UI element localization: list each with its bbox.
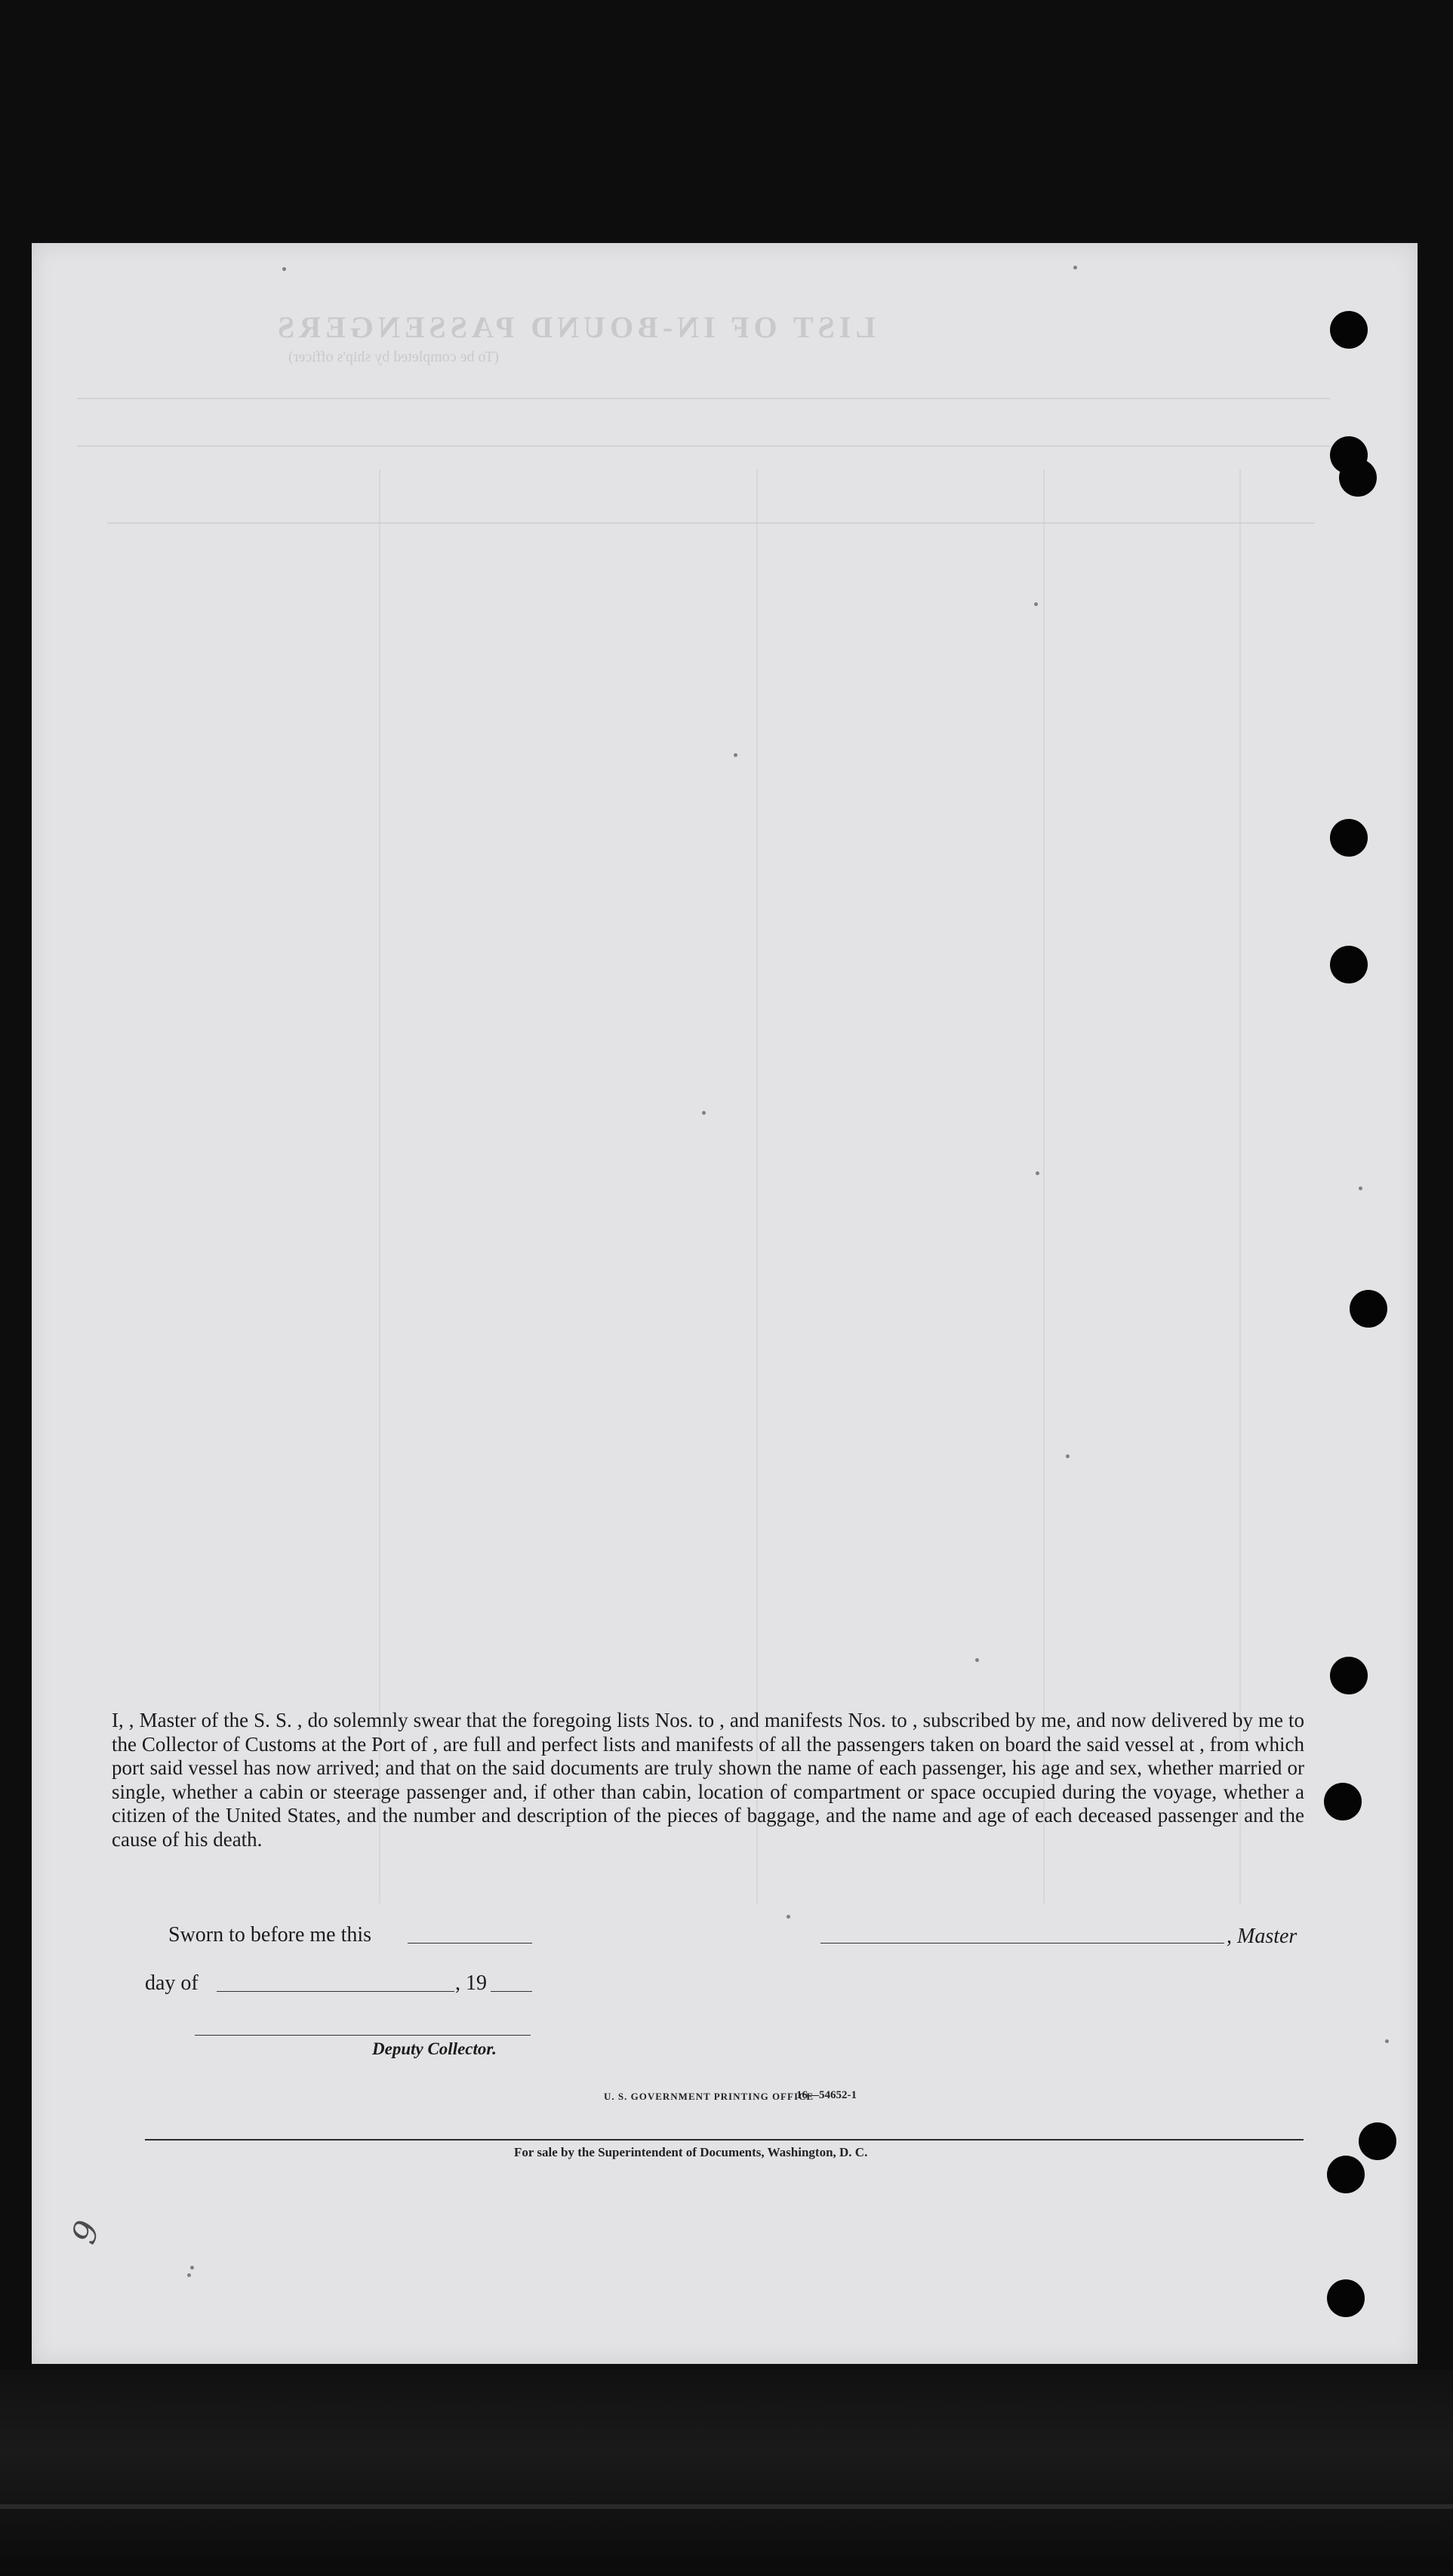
dust-speck: [787, 1915, 790, 1919]
scan-background-bottom: [0, 2370, 1453, 2576]
oath-text: , are full and perfect lists and manifests of all the passengers taken on board the said vessel at: [433, 1732, 1195, 1756]
master-oath-paragraph: [112, 1709, 1304, 1851]
scan-streak: [0, 2504, 1453, 2509]
bleed-through-column: [1239, 469, 1241, 1904]
dust-speck: [1073, 266, 1077, 269]
day-of-label: day of: [145, 1971, 199, 1995]
punch-hole: [1350, 1290, 1387, 1328]
sworn-date-blank: [408, 1943, 532, 1944]
dust-speck: [702, 1111, 706, 1115]
dust-speck: [190, 2266, 194, 2270]
deputy-signature-line: [195, 2035, 531, 2036]
oath-text: , and manifests Nos.: [719, 1709, 886, 1731]
oath-text: , from which port said vessel has now arrived; and that on the said documents are truly shown the name of each passenger, his age and sex, whether married or single, whether a cabin or steerage passenger and, if other than cabin, location of compartment or space occupied during the voyage, whether a citizen of the United States, and the number and description of the pieces of baggage, and the name and age of each deceased passenger and the cause of his death.: [112, 1732, 1304, 1851]
oath-text: to: [698, 1709, 715, 1731]
dust-speck: [1385, 2039, 1389, 2043]
oath-text: , subscribed by me, and now delivered by me to the Collector of Customs at the Port of: [112, 1709, 1305, 1756]
bleed-through-rule: [77, 398, 1330, 399]
dust-speck: [187, 2273, 191, 2277]
oath-text: to: [891, 1709, 907, 1731]
month-blank: [217, 1991, 454, 1992]
footer-rule: [145, 2139, 1304, 2141]
oath-text: , do solemnly swear that the foregoing lists Nos.: [297, 1709, 694, 1731]
master-label: , Master: [1227, 1925, 1298, 1948]
punch-hole: [1330, 946, 1368, 983]
punch-hole: [1327, 2156, 1365, 2193]
punch-hole: [1359, 2122, 1396, 2160]
deputy-collector-label: Deputy Collector.: [372, 2039, 497, 2058]
year-label: , 19: [455, 1971, 487, 1995]
bleed-through-rule: [107, 522, 1315, 524]
punch-hole: [1330, 1657, 1368, 1694]
master-signature-blank: [820, 1943, 1224, 1944]
form-number: 16—54652-1: [796, 2089, 857, 2101]
punch-hole: [1330, 311, 1368, 349]
bleed-through-column: [1043, 469, 1045, 1904]
year-blank: [491, 1991, 532, 1992]
punch-hole: [1330, 819, 1368, 857]
bleed-through-column: [756, 469, 758, 1904]
printing-office-imprint: U. S. GOVERNMENT PRINTING OFFICE: [604, 2091, 814, 2102]
dust-speck: [1036, 1171, 1039, 1175]
manifest-sheet-back: [32, 243, 1418, 2364]
sale-notice: For sale by the Superintendent of Documents, Washington, D. C.: [514, 2145, 868, 2159]
dust-speck: [1066, 1454, 1070, 1458]
bleed-through-title: LIST OF IN-BOUND PASSENGERS: [273, 310, 876, 344]
sworn-label: Sworn to before me this: [168, 1923, 372, 1947]
dust-speck: [282, 267, 286, 271]
bleed-through-column: [379, 469, 380, 1904]
punch-hole: [1324, 1783, 1362, 1820]
punch-hole: [1339, 459, 1377, 497]
oath-text: , Master of the S. S.: [128, 1709, 292, 1731]
bleed-through-rule: [77, 445, 1330, 447]
bleed-through-subtitle: (To be completed by ship's officer): [288, 349, 499, 365]
dust-speck: [1359, 1186, 1362, 1190]
oath-text: I,: [112, 1709, 124, 1731]
pencil-annotation: 9: [64, 2215, 108, 2249]
dust-speck: [975, 1658, 979, 1662]
dust-speck: [734, 753, 737, 757]
dust-speck: [1034, 602, 1038, 606]
punch-hole: [1327, 2279, 1365, 2317]
